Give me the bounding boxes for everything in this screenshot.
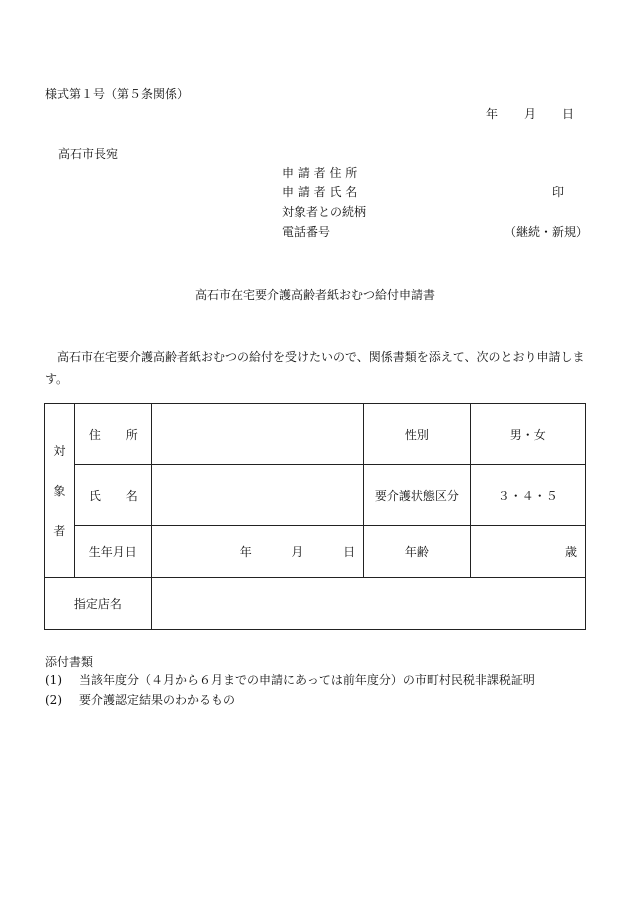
subject-char-1: 対: [53, 443, 66, 458]
birthdate-label: 生年月日: [74, 526, 151, 578]
age-label: 年齢: [364, 526, 470, 578]
table-row: [45, 465, 586, 526]
age-input-cell[interactable]: [470, 526, 585, 578]
subject-char-3: 者: [53, 523, 66, 538]
table-row: [45, 404, 586, 465]
applicant-address-label: 申 請 者 住 所: [282, 166, 358, 180]
gender-value[interactable]: 男・女: [470, 404, 585, 465]
name-label-1: 氏: [88, 488, 101, 503]
address-label-1: 住: [88, 427, 101, 442]
document-title: 高石市在宅要介護高齢者紙おむつ給付申請書: [194, 288, 435, 302]
applicant-name-label: 申 請 者 氏 名: [282, 185, 358, 199]
application-date: [486, 108, 574, 120]
status-option: （継続・新規）: [504, 225, 589, 239]
date-month: 月: [524, 107, 537, 121]
address-label-2: 所: [125, 427, 138, 442]
relation-label: 対象者との続柄: [282, 205, 367, 219]
birthdate-day: 日: [343, 545, 356, 559]
name-input-cell[interactable]: [151, 465, 363, 526]
table-row: [45, 578, 586, 630]
attachment-text: 当該年度分（４月から６月までの申請にあっては前年度分）の市町村民税非課税証明: [79, 673, 535, 687]
address-input-cell[interactable]: [151, 404, 363, 465]
subject-info-table: [44, 403, 586, 630]
shop-label: 指定店名: [45, 578, 152, 630]
date-day: 日: [562, 107, 575, 121]
care-level-label: 要介護状態区分: [364, 465, 470, 526]
care-level-value[interactable]: ３・４・５: [470, 465, 585, 526]
attachment-number: (1): [45, 673, 62, 687]
date-year: 年: [486, 107, 499, 121]
attachments-title: 添付書類: [45, 655, 94, 669]
gender-label: 性別: [364, 404, 470, 465]
phone-label: 電話番号: [282, 225, 331, 239]
list-item: [45, 674, 535, 686]
seal-mark: 印: [552, 185, 565, 199]
table-row: [45, 526, 586, 578]
birthdate-month: 月: [291, 545, 304, 559]
name-label-cell: [74, 465, 151, 526]
list-item: [45, 694, 235, 706]
addressee: 高石市長宛: [58, 147, 119, 161]
shop-input-cell[interactable]: [151, 578, 585, 630]
attachment-number: (2): [45, 693, 62, 707]
subject-vertical-label: [45, 404, 75, 578]
subject-char-2: 象: [53, 483, 66, 498]
birthdate-input-cell[interactable]: [151, 526, 363, 578]
form-number: 様式第１号（第５条関係）: [45, 87, 190, 101]
address-label-cell: [74, 404, 151, 465]
attachment-text: 要介護認定結果のわかるもの: [79, 693, 236, 707]
age-unit: 歳: [564, 545, 577, 559]
application-statement: 高石市在宅要介護高齢者紙おむつの給付を受けたいので、関係書類を添えて、次のとおり申請します。: [45, 350, 585, 386]
name-label-2: 名: [125, 488, 138, 503]
birthdate-year: 年: [239, 545, 252, 559]
